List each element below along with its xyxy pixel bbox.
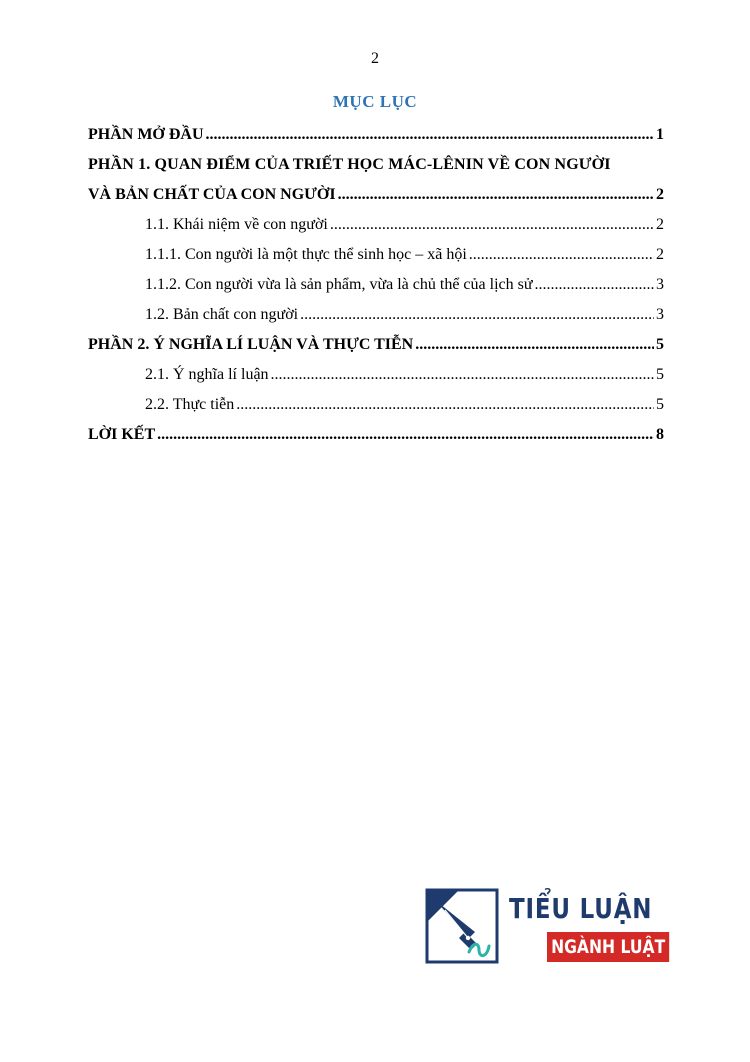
logo-line-1: TIỂU LUẬN	[509, 892, 653, 925]
toc-page-number: 5	[656, 336, 664, 353]
toc-entry-text: PHẦN 1. QUAN ĐIỂM CỦA TRIẾT HỌC MÁC-LÊNIN VỀ CON NGƯỜI	[88, 156, 611, 173]
toc-page-number: 3	[656, 306, 664, 323]
toc-entry-1-1-2[interactable]	[88, 270, 664, 300]
dot-leader	[330, 210, 654, 240]
toc-page-number: 2	[656, 216, 664, 233]
toc-entry-text: 1.1.1. Con người là một thực thể sinh học – xã hội	[145, 246, 467, 263]
toc-entry-1-2[interactable]	[88, 300, 664, 330]
dot-leader	[338, 180, 654, 210]
toc-entry-2-2[interactable]	[88, 390, 664, 420]
toc-entry-text: 1.1.2. Con người vừa là sản phẩm, vừa là chủ thể của lịch sử	[145, 276, 533, 293]
dot-leader	[300, 300, 654, 330]
dot-leader	[415, 330, 654, 360]
dot-leader	[206, 120, 654, 150]
toc-page-number: 2	[656, 186, 664, 203]
toc-title: MỤC LỤC	[332, 92, 418, 111]
toc-entry-text: PHẦN 2. Ý NGHĨA LÍ LUẬN VÀ THỰC TIỄN	[88, 336, 414, 353]
toc-entry-part-1[interactable]	[88, 150, 664, 210]
toc-entry-text: PHẦN MỞ ĐẦU	[88, 126, 204, 143]
toc-page-number: 5	[656, 366, 664, 383]
toc-page-number: 8	[656, 426, 664, 443]
toc-page-number: 5	[656, 396, 664, 413]
dot-leader	[236, 390, 654, 420]
dot-leader	[469, 240, 654, 270]
dot-leader	[271, 360, 654, 390]
toc-entry-text: 2.2. Thực tiễn	[145, 396, 235, 413]
toc-entry-text: 2.1. Ý nghĩa lí luận	[145, 366, 269, 383]
toc-entry-text-continued: VÀ BẢN CHẤT CỦA CON NGƯỜI	[88, 186, 336, 203]
toc-entry-text: LỜI KẾT	[88, 426, 156, 443]
toc-entry-intro[interactable]	[88, 120, 664, 150]
toc-entry-2-1[interactable]	[88, 360, 664, 390]
page-number: 2	[371, 50, 379, 67]
brand-logo	[425, 888, 667, 968]
toc-page-number: 2	[656, 246, 664, 263]
toc-entry-1-1-1[interactable]	[88, 240, 664, 270]
toc-entry-part-2[interactable]	[88, 330, 664, 360]
dot-leader	[535, 270, 654, 300]
toc-entry-text: 1.1. Khái niệm về con người	[145, 216, 328, 233]
toc-entry-conclusion[interactable]	[88, 420, 664, 450]
toc-entry-text: 1.2. Bản chất con người	[145, 306, 299, 323]
toc-entry-1-1[interactable]	[88, 210, 664, 240]
table-of-contents	[88, 120, 664, 450]
logo-line-2: NGÀNH LUẬT	[547, 932, 669, 962]
dot-leader	[157, 420, 654, 450]
toc-page-number: 3	[656, 276, 664, 293]
fountain-pen-nib-icon	[425, 888, 499, 964]
toc-page-number: 1	[656, 126, 664, 143]
